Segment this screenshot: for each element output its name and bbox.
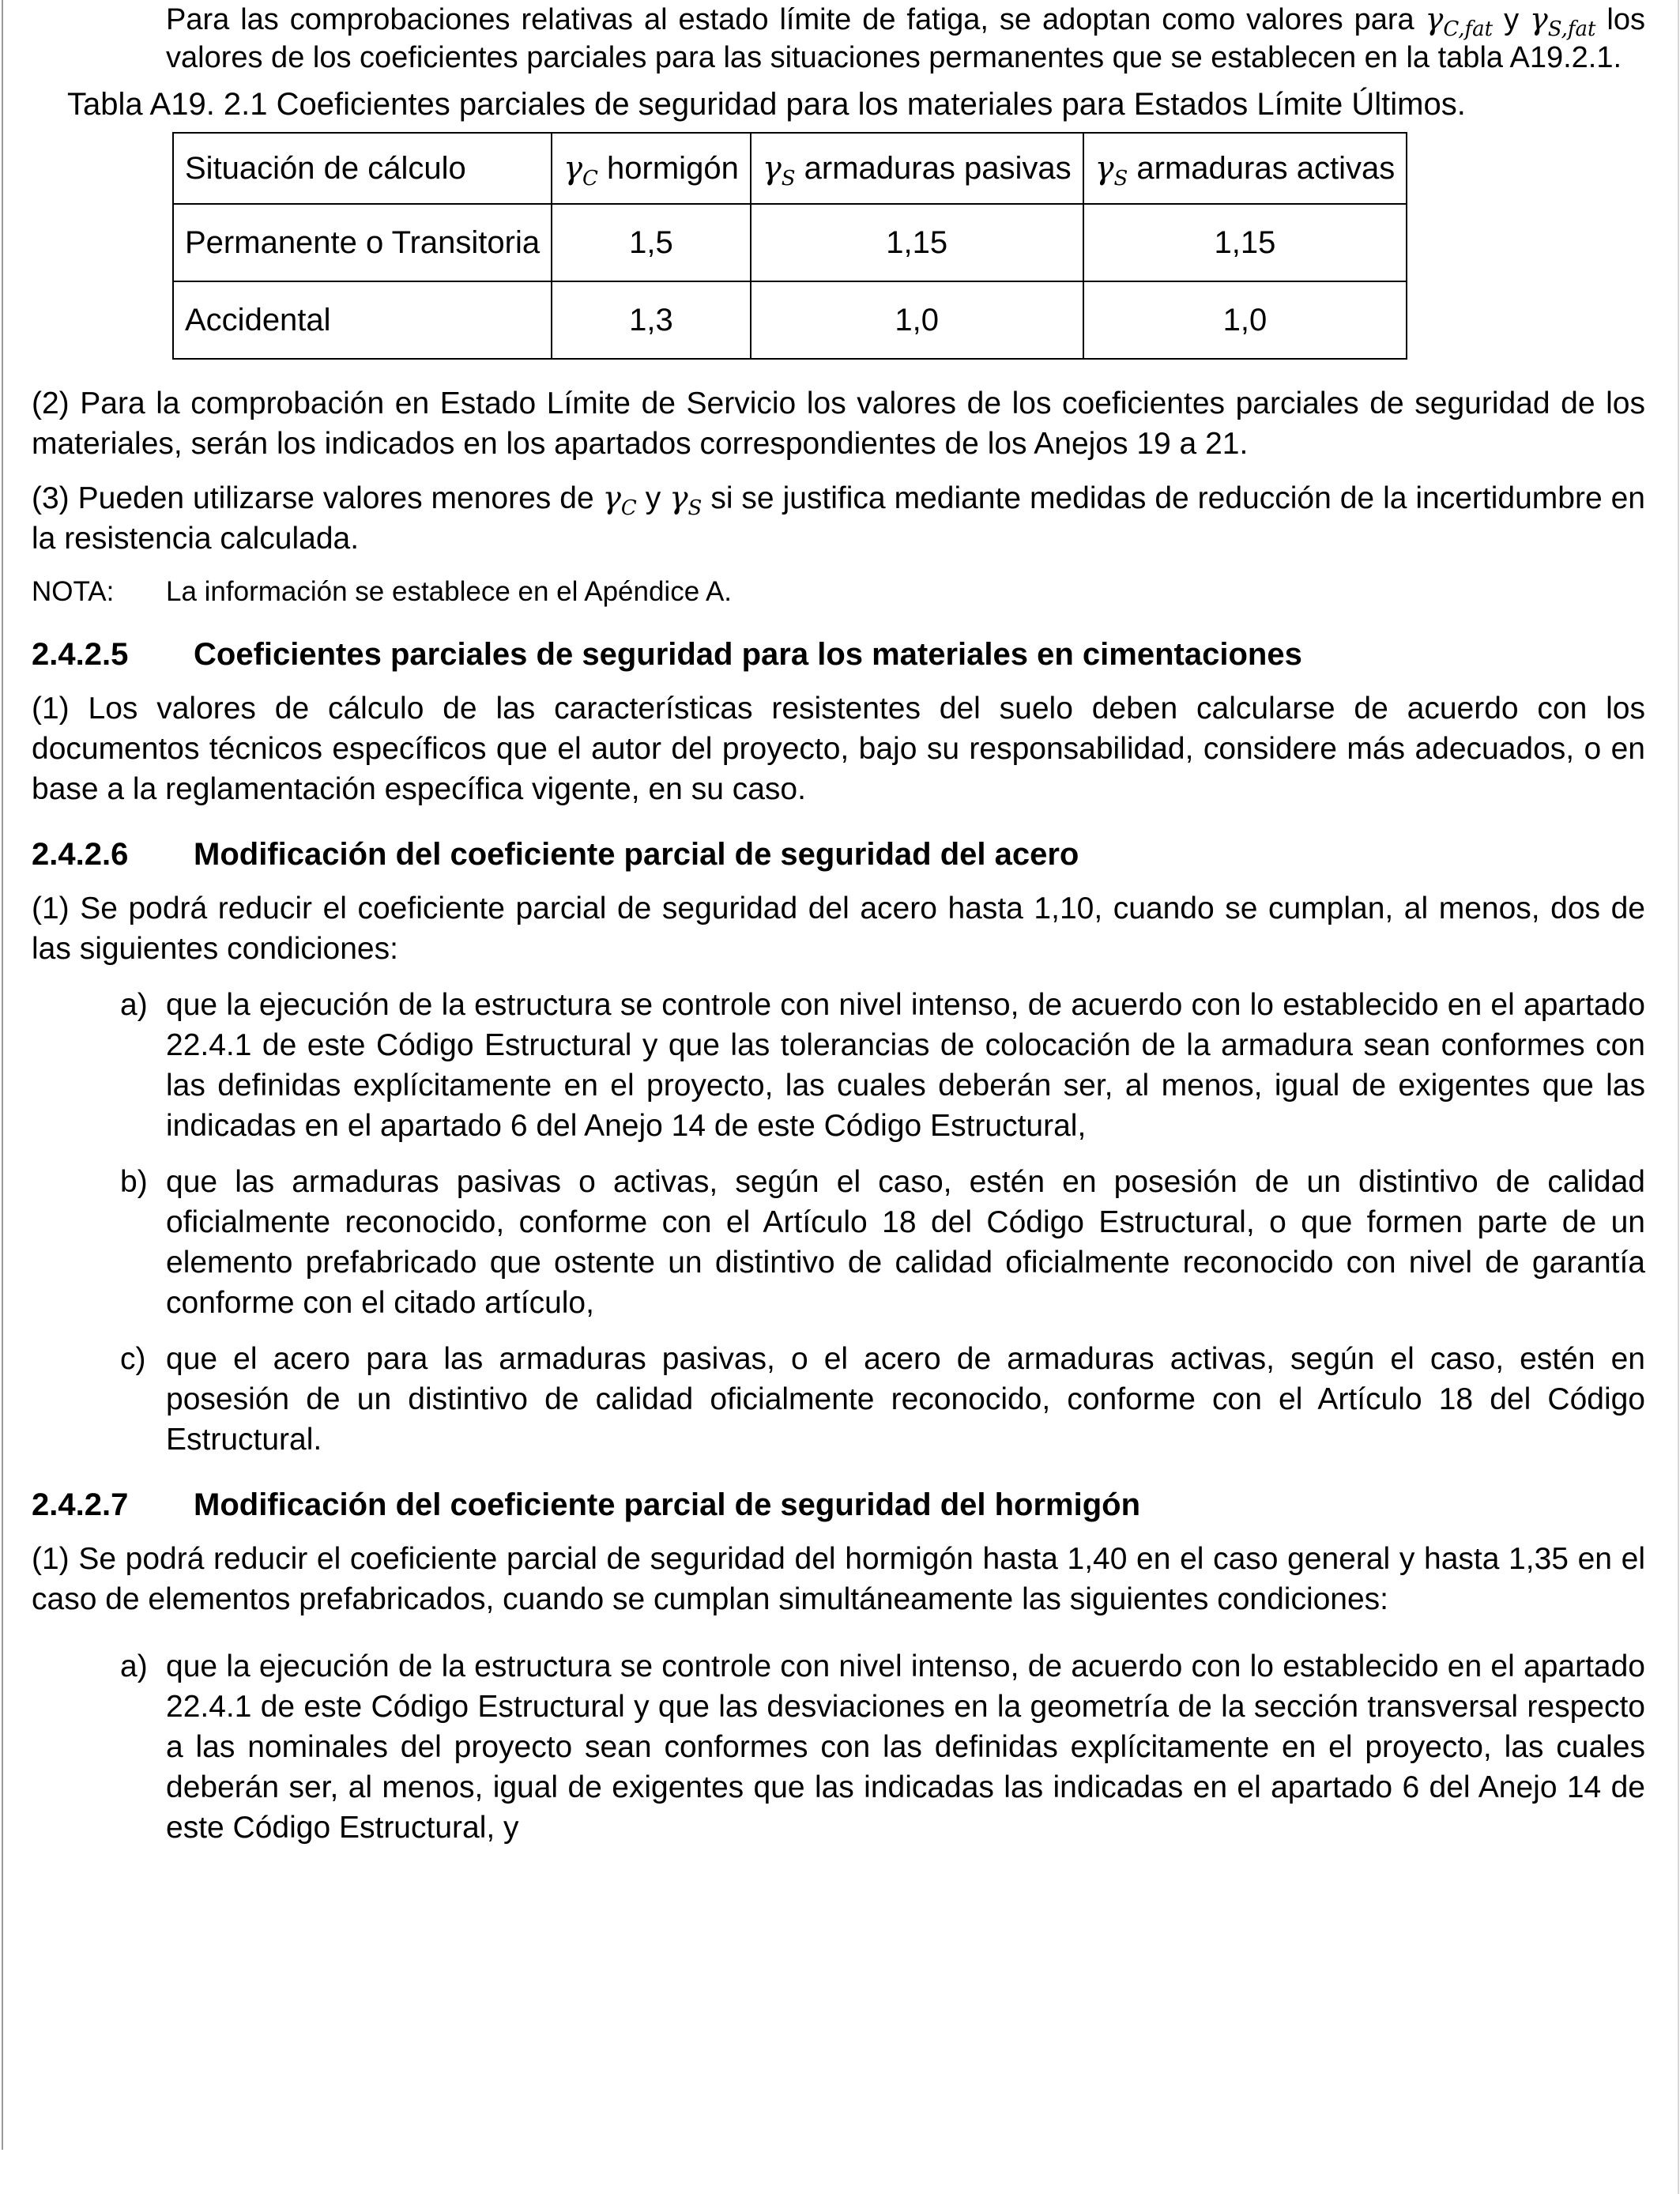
list-item: a) que la ejecución de la estructura se controle con nivel intenso, de acuerdo con lo establecido en el apartado 22.4.1 de este Código Estructural y que las desviaciones en la geometría de la sección transversal respecto a las nominales del proyecto sean conformes con las definidas explícitamente en el proyecto, las cuales deberán ser, al menos, igual de exigentes que las indicadas las indicadas en el apartado 6 del Anejo 14 de este Código Estructural, y <box>120 1649 1645 1845</box>
section-number: 2.4.2.6 <box>32 837 129 872</box>
gamma-c-symbol: $\gamma_C$ <box>602 481 637 520</box>
note-label: NOTA: <box>32 576 115 607</box>
paragraph-2425-1: (1) Los valores de cálculo de las características resistentes del suelo deben calcularse de acuerdo con los documentos técnicos específicos que el autor del proyecto, bajo su responsabilidad, considere más adecuados, o en base a la reglamentación específica vigente, en su caso. <box>32 692 1645 806</box>
heading-2-4-2-5 <box>32 635 1645 674</box>
left-margin-rule <box>2 0 3 2150</box>
conjunction-y: y <box>1493 3 1531 36</box>
paragraph-3: (3) Pueden utilizarse valores menores de $\gamma_C$ y $\gamma_S$ si se justifica mediante medidas de reducción de la incertidumbre en la resistencia calculada. <box>32 481 1645 556</box>
list-item: a) que la ejecución de la estructura se controle con nivel intenso, de acuerdo con lo establecido en el apartado 22.4.1 de este Código Estructural y que las tolerancias de colocación de la armadura sean conformes con las definidas explícitamente en el proyecto, las cuales deberán ser, al menos, igual de exigentes que las indicadas en el apartado 6 del Anejo 14 de este Código Estructural, <box>120 988 1645 1143</box>
header-situacion: Situación de cálculo <box>173 133 552 204</box>
section-number: 2.4.2.7 <box>32 1487 129 1522</box>
table-caption: Tabla A19. 2.1 Coeficientes parciales de seguridad para los materiales para Estados Límite Últimos. <box>67 87 1466 122</box>
fatigue-paragraph <box>32 0 1645 77</box>
gamma-s-symbol: $\gamma_S$ <box>669 481 703 520</box>
list-item: c) que el acero para las armaduras pasivas, o el acero de armaduras activas, según el caso, estén en posesión de un distintivo de calidad oficialmente reconocido, conforme con el Artículo 18 del Código Estructural. <box>120 1342 1645 1457</box>
cell-situacion: Accidental <box>173 281 552 359</box>
section-title: Modificación del coeficiente parcial de seguridad del hormigón <box>194 1487 1141 1522</box>
cell-situacion: Permanente o Transitoria <box>173 204 552 281</box>
cell-hormigon: 1,5 <box>552 204 751 281</box>
cell-activas: 1,15 <box>1083 204 1407 281</box>
heading-2-4-2-7 <box>32 1485 1645 1525</box>
header-hormigon: $\gamma_C$ hormigón <box>552 133 751 204</box>
note-text: La información se establece en el Apéndice A. <box>166 576 733 607</box>
gamma-s-fat-symbol: $\gamma_{S,fat}$ <box>1530 2 1596 41</box>
cell-pasivas: 1,0 <box>751 281 1083 359</box>
section-number: 2.4.2.5 <box>32 637 129 672</box>
cell-activas: 1,0 <box>1083 281 1407 359</box>
coefficients-table <box>172 132 1407 360</box>
section-title: Coeficientes parciales de seguridad para los materiales en cimentaciones <box>194 637 1302 672</box>
paragraph-2426-1: (1) Se podrá reducir el coeficiente parcial de seguridad del acero hasta 1,10, cuando se cumplan, al menos, dos de las siguientes condiciones: <box>32 892 1645 966</box>
list-item: b) que las armaduras pasivas o activas, según el caso, estén en posesión de un distintivo de calidad oficialmente reconocido, conforme con el Artículo 18 del Código Estructural, o que formen parte de un elemento prefabricado que ostente un distintivo de calidad oficialmente reconocido con nivel de garantía conforme con el citado artículo, <box>120 1165 1645 1320</box>
heading-2-4-2-6 <box>32 835 1645 874</box>
paragraph-2427-1: (1) Se podrá reducir el coeficiente parcial de seguridad del hormigón hasta 1,40 en el caso general y hasta 1,35 en el caso de elementos prefabricados, cuando se cumplan simultáneamente las siguientes condiciones: <box>32 1542 1645 1616</box>
table-header-row <box>173 133 1407 204</box>
table-row <box>173 281 1407 359</box>
header-activas: $\gamma_S$ armaduras activas <box>1083 133 1407 204</box>
paragraph-2: (2) Para la comprobación en Estado Límite de Servicio los valores de los coeficientes parciales de seguridad de los materiales, serán los indicados en los apartados correspondientes de los Anejos 19 a 21. <box>32 386 1645 461</box>
right-margin-rule <box>1678 0 1679 2194</box>
gamma-c-fat-symbol: $\gamma_{C,fat}$ <box>1425 2 1494 41</box>
cell-hormigon: 1,3 <box>552 281 751 359</box>
fatigue-text-a: Para las comprobaciones relativas al estado límite de fatiga, se adoptan como valores para <box>166 3 1426 36</box>
table-row <box>173 204 1407 281</box>
header-pasivas: $\gamma_S$ armaduras pasivas <box>751 133 1083 204</box>
cell-pasivas: 1,15 <box>751 204 1083 281</box>
page-content <box>32 0 1645 1848</box>
fatigue-text-b: los valores de los coeficientes parciales para las situaciones permanentes que se establecen en la tabla A19.2.1. <box>166 3 1645 74</box>
section-title: Modificación del coeficiente parcial de seguridad del acero <box>194 837 1079 872</box>
note <box>32 573 1645 611</box>
